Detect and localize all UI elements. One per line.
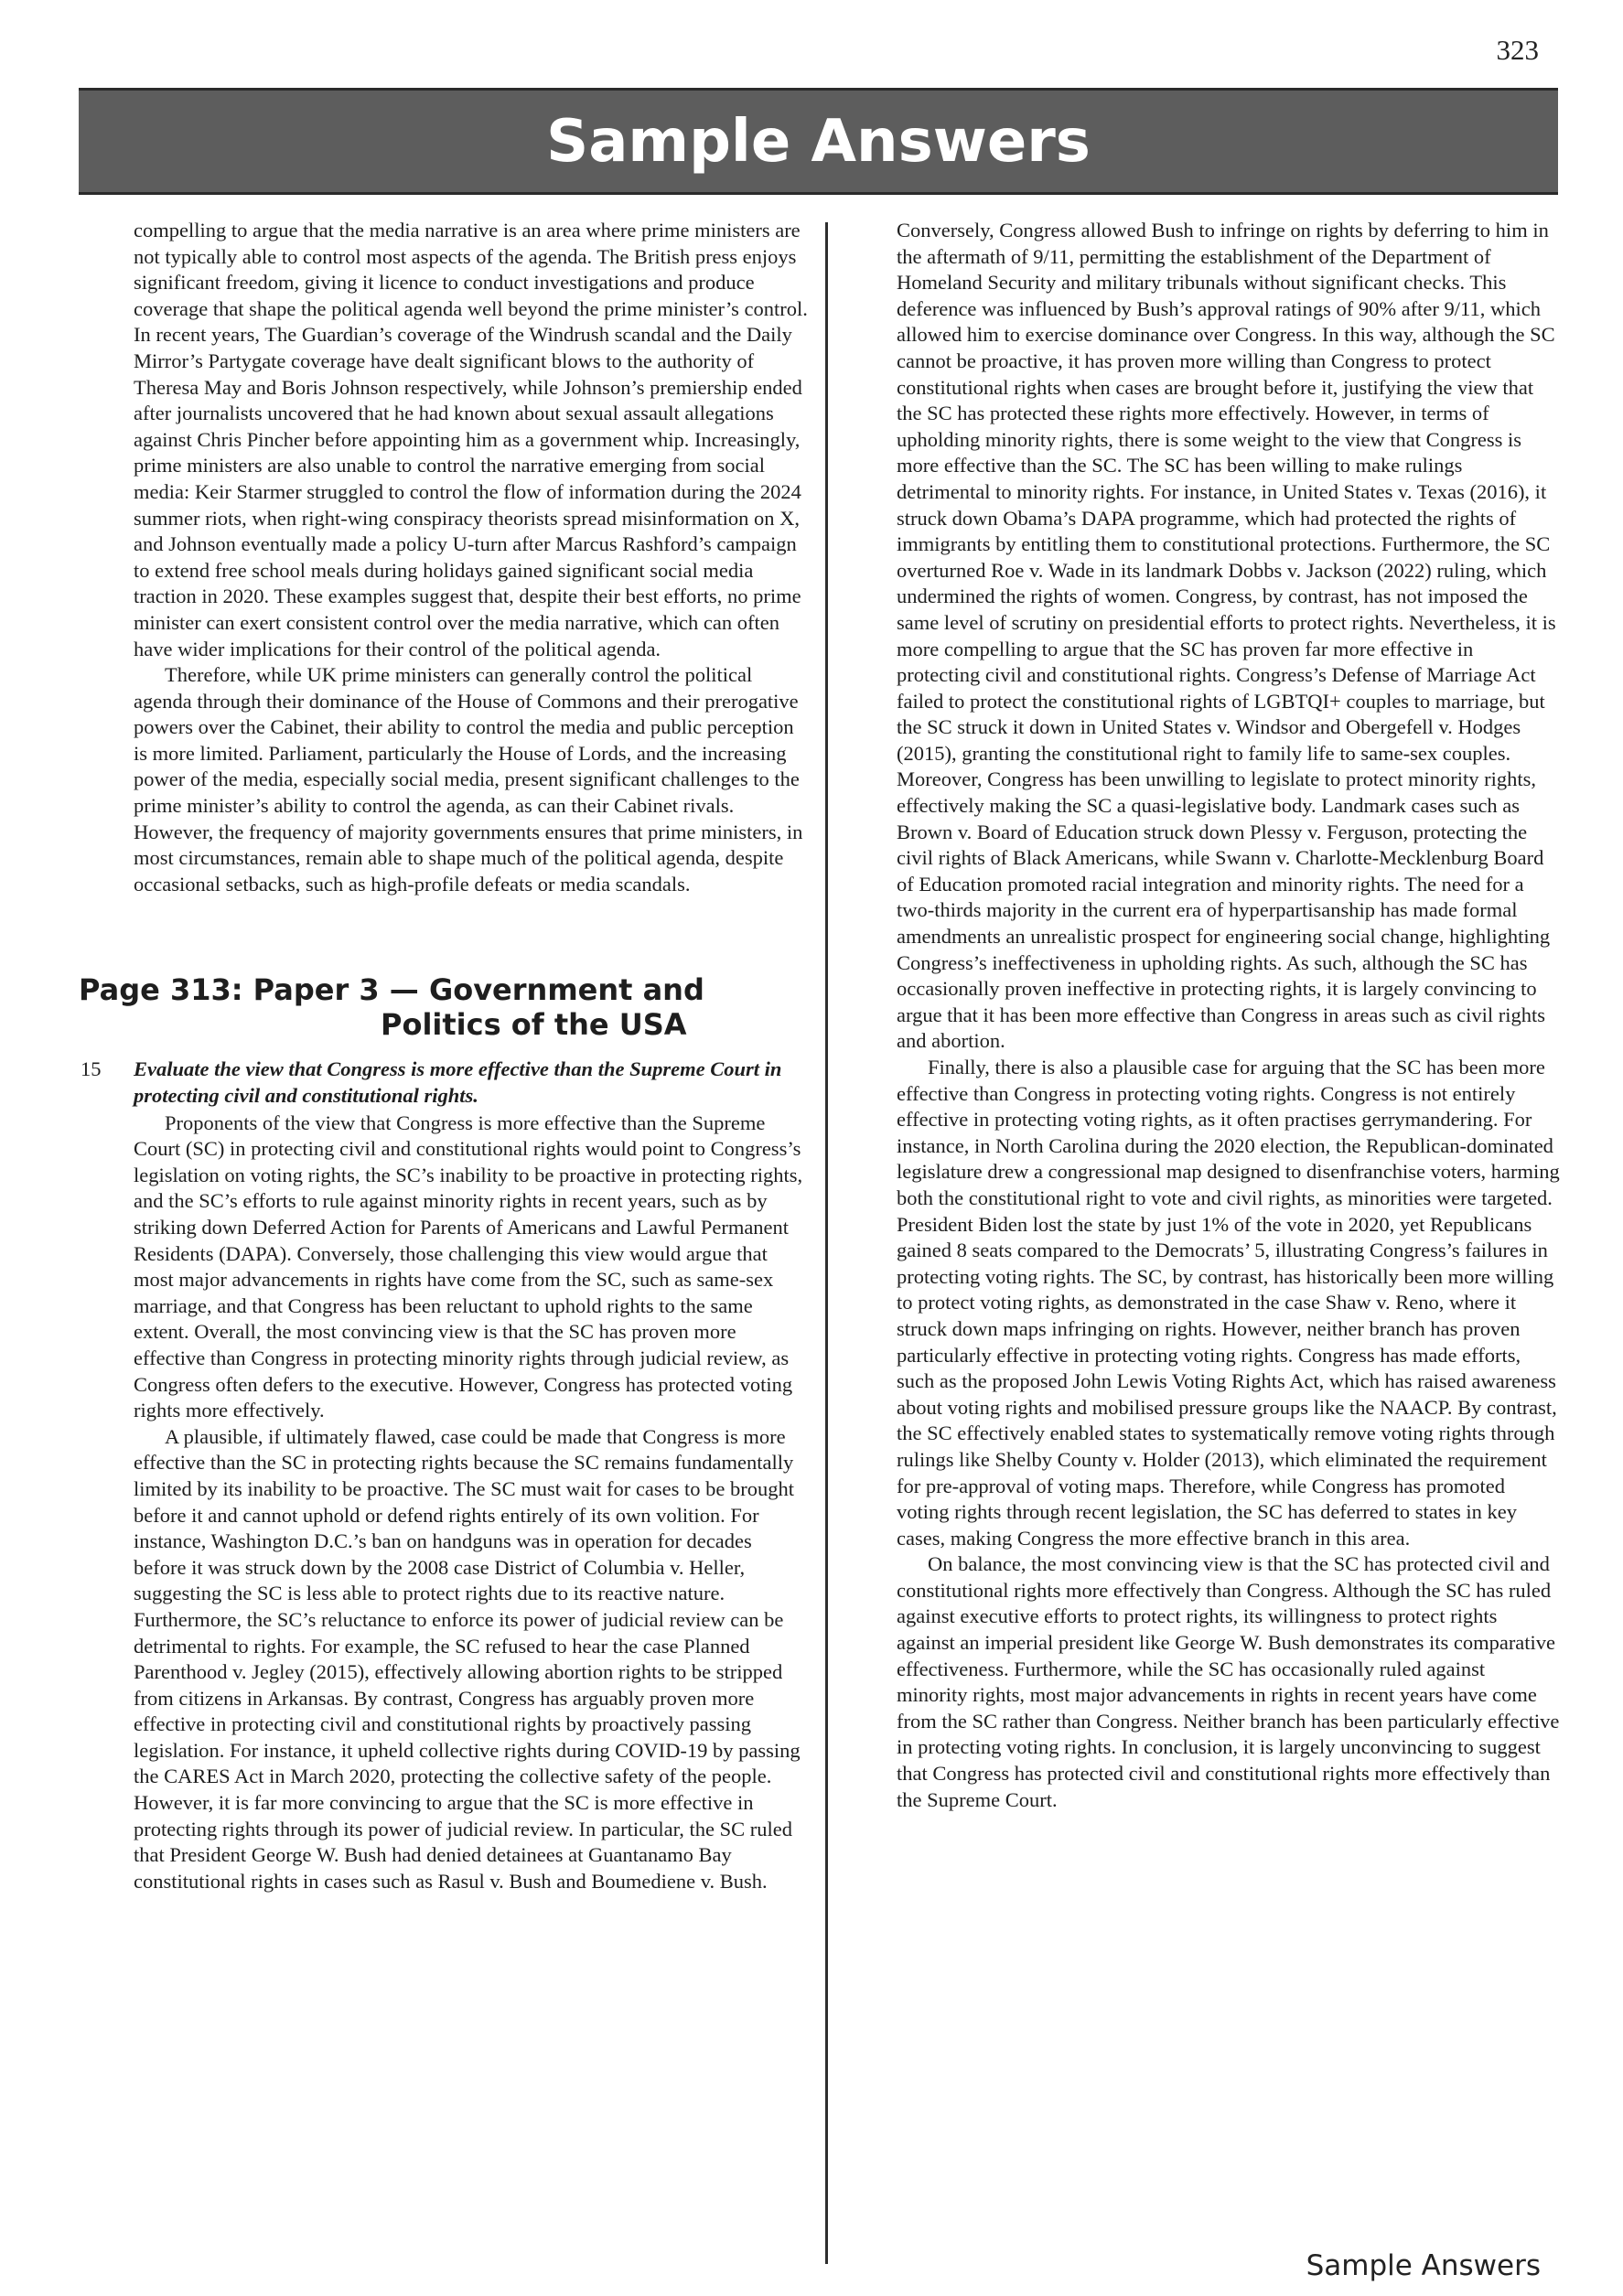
column-divider bbox=[825, 222, 828, 2264]
question bbox=[81, 1057, 809, 1109]
section-heading-line: Page 313: Paper 3 — Government and bbox=[79, 972, 704, 1008]
banner-title: Sample Answers bbox=[546, 108, 1091, 176]
left-column bbox=[79, 218, 809, 1894]
right-column bbox=[897, 218, 1560, 1813]
body-paragraph: Finally, there is also a plausible case for arguing that the SC has been more effective than Congress in protecting voting rights. Congress is not entirely effective in protecting voting rights, as it often practises gerrymandering. For instance, in North Carolina during the 2020 election, the Republican-dominated legislature drew a congressional map designed to disenfranchise voters, harming both the constitutional right to vote and civil rights, as minorities were targeted. President Biden lost the state by just 1% of the vote in 2020, yet Republicans gained 8 seats compared to the Democrats’ 5, illustrating Congress’s failures in protecting voting rights. The SC, by contrast, has historically been more willing to protect voting rights, as demonstrated in the case Shaw v. Reno, where it struck down maps infringing on rights. However, neither branch has proven particularly effective in protecting voting rights. Congress has made efforts, such as the proposed John Lewis Voting Rights Act, which has raised awareness about voting rights and mobilised pressure groups like the NAACP. By contrast, the SC effectively enabled states to systematically remove voting rights through rulings like Shelby County v. Holder (2013), which eliminated the requirement for pre-approval of voting maps. Therefore, while Congress has promoted voting rights through recent legislation, the SC has deferred to states in key cases, making Congress the more effective branch in this area. bbox=[897, 1056, 1560, 1550]
section-heading bbox=[79, 972, 719, 1042]
section-banner bbox=[79, 88, 1558, 195]
body-paragraph: compelling to argue that the media narrative is an area where prime ministers are not typically able to control most aspects of the agenda. The British press enjoys significant freedom, giving it licence to conduct investigations and produce coverage that shape the political agenda well beyond the prime minister’s control. In recent years, The Guardian’s coverage of the Windrush scandal and the Daily Mirror’s Partygate coverage have dealt significant blows to the authority of Theresa May and Boris Johnson respectively, while Johnson’s premiership ended after journalists uncovered that he had known about sexual assault allegations against Chris Pincher before appointing him as a government whip. Increasingly, prime ministers are also unable to control the narrative emerging from social media: Keir Starmer struggled to control the flow of information during the 2024 summer riots, when right-wing conspiracy theorists spread misinformation on X, and Johnson eventually made a policy U-turn after Marcus Rashford’s campaign to extend free school meals during holidays gained significant social media traction in 2020. These examples suggest that, despite their best efforts, no prime minister can exert consistent control over the media narrative, which can often have wider implications for their control of the political agenda. bbox=[134, 219, 808, 660]
footer-label: Sample Answers bbox=[1306, 2249, 1541, 2282]
question-text: Evaluate the view that Congress is more effective than the Supreme Court in protecting civil and constitutional rights. bbox=[134, 1057, 782, 1108]
body-paragraph: Proponents of the view that Congress is more effective than the Supreme Court (SC) in protecting civil and constitutional rights would point to Congress’s legislation on voting rights, the SC’s inability to be proactive in protecting rights, and the SC’s efforts to rule against minority rights in recent years, such as by striking down Deferred Action for Parents of Americans and Lawful Permanent Residents (DAPA). Conversely, those challenging this view would argue that most major advancements in rights have come from the SC, such as same-sex marriage, and that Congress has been reluctant to uphold rights to the same extent. Overall, the most convincing view is that the SC has proven more effective than Congress in protecting minority rights through judicial review, as Congress often defers to the executive. However, Congress has protected voting rights more effectively. bbox=[134, 1110, 803, 1422]
body-paragraph: On balance, the most convincing view is that the SC has protected civil and constitutional rights more effectively than Congress. Although the SC has ruled against executive efforts to protect rights, its willingness to protect rights against an imperial president like George W. Bush demonstrates its comparative effectiveness. Furthermore, while the SC has occasionally ruled against minority rights, most major advancements in rights in recent years have come from the SC rather than Congress. Neither branch has been particularly effective in protecting voting rights. In conclusion, it is largely unconvincing to suggest that Congress has protected civil and constitutional rights more effectively than the Supreme Court. bbox=[897, 1552, 1560, 1811]
body-paragraph: A plausible, if ultimately flawed, case could be made that Congress is more effective than the SC in protecting rights because the SC remains fundamentally limited by its inability to be proactive. The SC must wait for cases to be brought before it and cannot uphold or defend rights entirely of its own volition. For instance, Washington D.C.’s ban on handguns was in operation for decades before it was struck down by the 2008 case District of Columbia v. Heller, suggesting the SC is less able to protect rights due to its reactive nature. Furthermore, the SC’s reluctance to enforce its power of judicial review can be detrimental to rights. For example, the SC refused to hear the case Planned Parenthood v. Jegley (2015), effectively allowing abortion rights to be stripped from citizens in Arkansas. By contrast, Congress has arguably proven more effective in protecting civil and constitutional rights by proactively passing legislation. For instance, it upheld collective rights during COVID-19 by passing the CARES Act in March 2020, protecting the collective safety of the people. However, it is far more convincing to argue that the SC is more effective in protecting rights through its power of judicial review. In particular, the SC ruled that President George W. Bush had denied detainees at Guantanamo Bay constitutional rights in cases such as Rasul v. Bush and Boumediene v. Bush. bbox=[134, 1424, 801, 1893]
page-number: 323 bbox=[1496, 34, 1539, 66]
body-paragraph: Therefore, while UK prime ministers can generally control the political agenda through their dominance of the House of Commons and their prerogative powers over the Cabinet, their ability to control the media and public perception is more limited. Parliament, particularly the House of Lords, and the increasing power of the media, especially social media, present significant challenges to the prime minister’s ability to control the agenda, as can their Cabinet rivals. However, the frequency of majority governments ensures that prime ministers, in most circumstances, remain able to shape much of the political agenda, despite occasional setbacks, such as high-profile defeats or media scandals. bbox=[134, 663, 803, 896]
question-number: 15 bbox=[81, 1057, 102, 1081]
body-paragraph: Conversely, Congress allowed Bush to infringe on rights by deferring to him in the aftermath of 9/11, permitting the establishment of the Department of Homeland Security and military tribunals without significant checks. This deference was influenced by Bush’s approval ratings of 90% after 9/11, which allowed him to exercise dominance over Congress. In this way, although the SC cannot be proactive, it has proven more willing than Congress to protect constitutional rights when cases are brought before it, justifying the view that the SC has protected these rights more effectively. However, in terms of upholding minority rights, there is some weight to the view that Congress is more effective than the SC. The SC has been willing to make rulings detrimental to minority rights. For instance, in United States v. Texas (2016), it struck down Obama’s DAPA programme, which had protected the rights of immigrants by entitling them to constitutional protections. Furthermore, the SC overturned Roe v. Wade in its landmark Dobbs v. Jackson (2022) ruling, which undermined the rights of women. Congress, by contrast, has not imposed the same level of scrutiny on presidential efforts to protect rights. Nevertheless, it is more compelling to argue that the SC has proven far more effective in protecting civil and constitutional rights. Congress’s Defense of Marriage Act failed to protect the constitutional rights of LGBTQI+ couples to marriage, but the SC struck it down in United States v. Windsor and Obergefell v. Hodges (2015), granting the constitutional right to family life to same-sex couples. Moreover, Congress has been unwilling to legislate to protect minority rights, effectively making the SC a quasi-legislative body. Landmark cases such as Brown v. Board of Education struck down Plessy v. Ferguson, protecting the civil rights of Black Americans, while Swann v. Charlotte-Mecklenburg Board of Education promoted racial integration and minority rights. The need for a two-thirds majority in the current era of hyperpartisanship has made formal amendments an unrealistic prospect for engineering social change, highlighting Congress’s ineffectiveness in upholding rights. As such, although the SC has occasionally proven ineffective in protecting rights, it is largely convincing to argue that it has been more effective than Congress in areas such as civil rights and abortion. bbox=[897, 219, 1556, 1053]
section-heading-line: Politics of the USA bbox=[381, 1007, 687, 1043]
